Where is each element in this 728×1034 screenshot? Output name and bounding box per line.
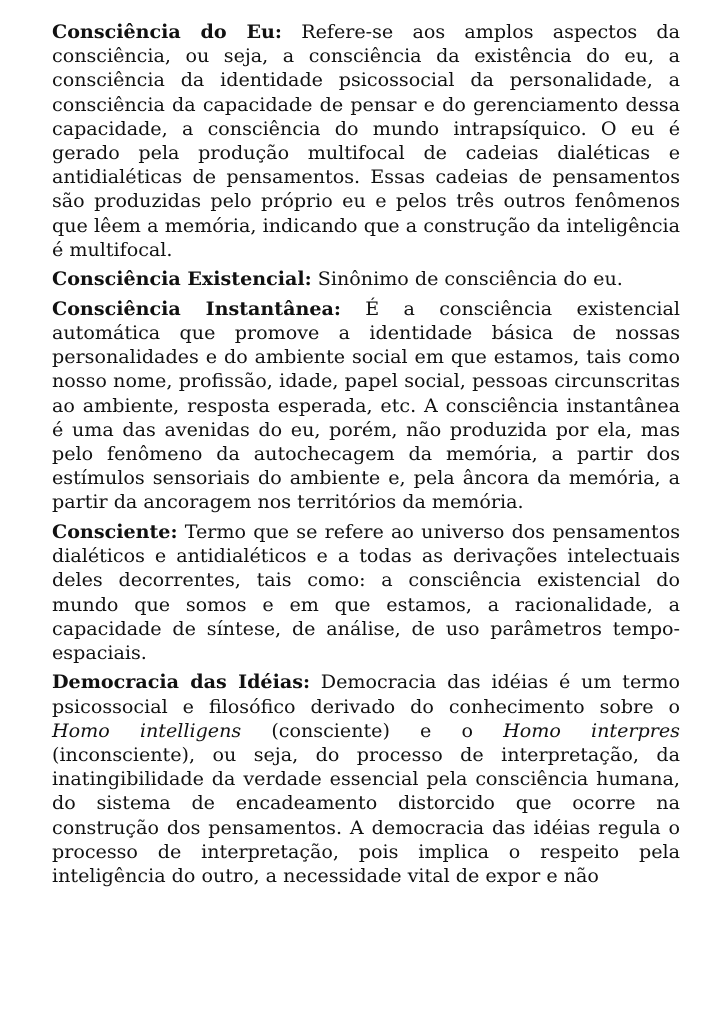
entry-definition: Termo que se refere ao universo dos pensamentos dialéticos e antidialéticos e a todas as derivações intelectuais deles decorrentes, tais como: a consciência existencial do mundo que somos e em que estamos, a racionalidade, a capacidade de síntese, de análise, de uso parâmetros tempo-espaciais.: [52, 519, 680, 664]
entry-term: Consciência Instantânea:: [52, 296, 341, 320]
glossary-entry-democracia-das-ideias: [52, 670, 680, 888]
entry-term: Consciência Existencial:: [52, 267, 312, 291]
entry-definition: Sinônimo de consciência do eu.: [311, 267, 623, 291]
glossary-entry-consciencia-do-eu: [52, 20, 680, 262]
glossary-entry-consciente: [52, 520, 680, 665]
entry-definition: Refere-se aos amplos aspectos da consciência, ou seja, a consciência da existência do eu, a consciência da identidade psicossocial da personalidade, a consciência da capacidade de pensar e do gerenciamento dessa capacidade, a consciência do mundo intrapsíquico. O eu é gerado pela produção multifocal de cadeias dialéticas e antidialéticas de pensamentos. Essas cadeias de pensamentos são produzidas pelo próprio eu e pelos três outros fenômenos que lêem a memória, indicando que a construção da inteligência é multifocal.: [52, 20, 680, 261]
glossary-entry-consciencia-instantanea: [52, 297, 680, 515]
entry-term: Consciente:: [52, 519, 178, 543]
entry-term: Consciência do Eu:: [52, 20, 282, 43]
entry-definition-part: (consciente) e o: [241, 718, 504, 742]
entry-definition: É a consciência existencial automática que promove a identidade básica de nossas personalidades e do ambiente social em que estamos, tais como nosso nome, profissão, idade, papel social, pessoas circunscritas ao ambiente, resposta esperada, etc. A consciência instantânea é uma das avenidas do eu, porém, não produzida por ela, mas pelo fenômeno da autochecagem da memória, a partir dos estímulos sensoriais do ambiente e, pela âncora da memória, a partir da ancoragem nos territórios da memória.: [52, 296, 680, 514]
glossary-entry-consciencia-existencial: [52, 267, 680, 291]
entry-italic-term: Homo intelligens: [52, 718, 242, 742]
entry-definition-part: Democracia das idéias é um termo psicossocial e filosófico derivado do conhecimento sobre o: [52, 670, 680, 718]
entry-term: Democracia das Idéias:: [52, 670, 310, 694]
document-page: [52, 20, 680, 894]
entry-definition-part: (inconsciente), ou seja, do processo de interpretação, da inatingibilidade da verdade essencial pela consciência humana, do sistema de encadeamento distorcido que ocorre na construção dos pensamentos. A democracia das idéias regula o processo de interpretação, pois implica o respeito pela inteligência do outro, a necessidade vital de expor e não: [52, 743, 680, 888]
entry-italic-term: Homo interpres: [503, 718, 680, 742]
